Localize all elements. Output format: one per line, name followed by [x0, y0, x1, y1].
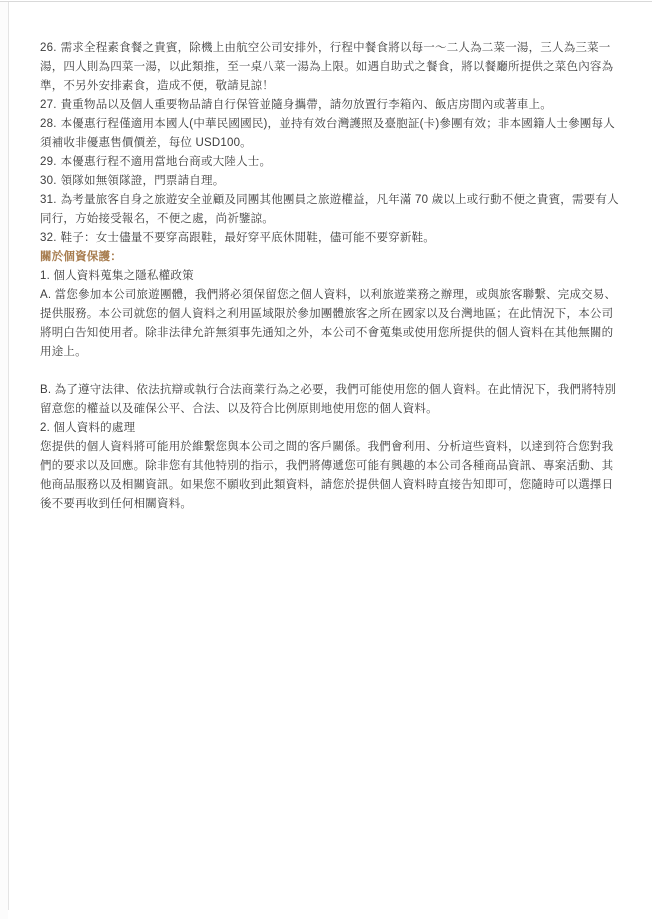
privacy-processing-title: 2. 個人資料的處理: [40, 422, 136, 434]
list-item-29: [40, 153, 624, 172]
item-text: 為考量旅客自身之旅遊安全並顧及同團其他團員之旅遊權益，凡年滿 70 歲以上或行動不便之貴賓，需要有人同行，方始接受報名，不便之處，尚祈鑒諒。: [40, 194, 619, 225]
list-item-31: [40, 191, 624, 229]
list-item-28: [40, 115, 624, 153]
item-number: 30.: [40, 175, 57, 187]
item-number: 29.: [40, 156, 57, 168]
item-text: 本優惠行程不適用當地台商或大陸人士。: [60, 156, 272, 168]
item-number: 27.: [40, 99, 57, 111]
list-item-32: [40, 229, 624, 248]
item-text: 需求全程素食餐之貴賓，除機上由航空公司安排外，行程中餐食將以每一～二人為二菜一湯，三人為三菜一湯，四人則為四菜一湯，以此類推，至一桌八菜一湯為上限。如遇自助式之餐食，將以餐廳所提供之菜色內容為準，不另外安排素食，造成不便，敬請見諒！: [40, 42, 614, 92]
item-text: 領隊如無領隊證，門票請自理。: [60, 175, 225, 187]
item-number: 32.: [40, 232, 57, 244]
privacy-paragraph-a: A. 當您參加本公司旅遊團體，我們將必須保留您之個人資料，以利旅遊業務之辦理，或與旅客聯繫、完成交易、提供服務。本公司就您的個人資料之利用區域限於參加團體旅客之所在國家以及台灣地區；在此情況下，本公司將明白告知使用者。除非法律允許無須事先通知之外，本公司不會蒐集或使用您所提供的個人資料在其他無關的用途上。: [40, 289, 617, 358]
item-text: 鞋子：女士儘量不要穿高跟鞋，最好穿平底休閒鞋，儘可能不要穿新鞋。: [60, 232, 435, 244]
privacy-paragraph-b: B. 為了遵守法律、依法抗辯或執行合法商業行為之必要，我們可能使用您的個人資料。在此情況下，我們將特別留意您的權益以及確保公平、合法、以及符合比例原則地使用您的個人資料。: [40, 384, 617, 415]
list-item-26: [40, 39, 624, 96]
item-number: 26.: [40, 42, 57, 54]
privacy-policy-title: 1. 個人資料蒐集之隱私權政策: [40, 270, 194, 282]
privacy-processing-paragraph: 您提供的個人資料將可能用於維繫您與本公司之間的客戶關係。我們會利用、分析這些資料，以達到符合您對我們的要求以及回應。除非您有其他特別的指示，我們將傳遞您可能有興趣的本公司各種商品資訊、專案活動、其他商品服務以及相關資訊。如果您不願收到此類資料，請您於提供個人資料時直接告知即可，您隨時可以選擇日後不要再收到任何相關資料。: [40, 441, 614, 510]
privacy-section-heading: 關於個資保護：: [40, 251, 122, 263]
item-text: 本優惠行程僅適用本國人(中華民國國民)，並持有效台灣護照及臺胞証(卡)參團有效；非本國籍人士參團每人須補收非優惠售價價差，每位 USD100。: [40, 118, 615, 149]
item-number: 28.: [40, 118, 57, 130]
list-item-30: [40, 172, 624, 191]
item-text: 貴重物品以及個人重要物品請自行保管並隨身攜帶，請勿放置行李箱內、飯店房間內或著車上。: [60, 99, 552, 111]
item-number: 31.: [40, 194, 57, 206]
list-item-27: [40, 96, 624, 115]
